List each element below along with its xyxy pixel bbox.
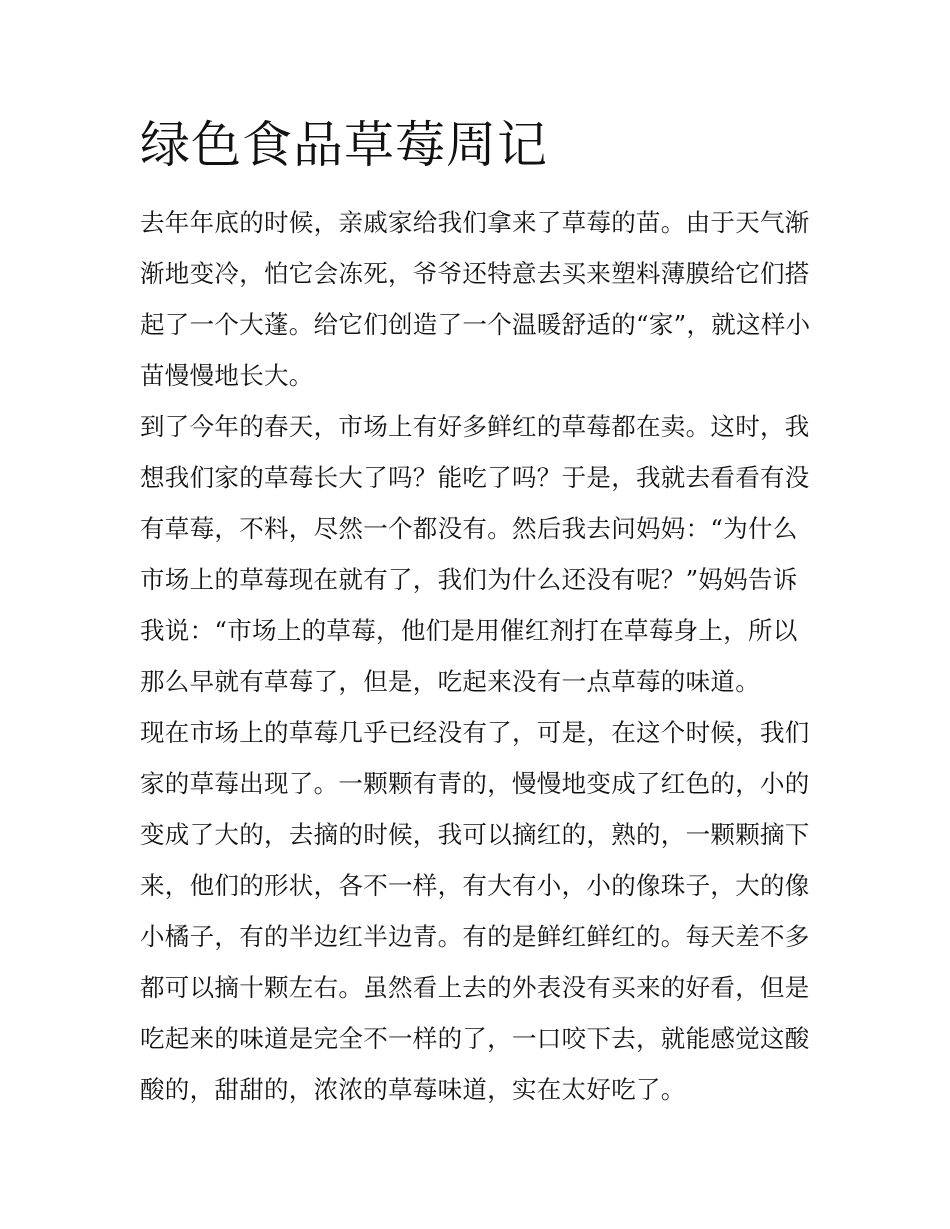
- text-line: 有草莓，不料，尽然一个都没有。然后我去问妈妈：“为什么: [140, 514, 798, 543]
- text-line: 起了一个大蓬。给它们创造了一个温暖舒适的“家”，就这样小: [140, 310, 811, 339]
- text-line: 吃起来的味道是完全不一样的了，一口咬下去，就能感觉这酸: [140, 1024, 810, 1053]
- text-line: 都可以摘十颗左右。虽然看上去的外表没有买来的好看，但是: [140, 973, 810, 1002]
- text-line: 酸的，甜甜的，浓浓的草莓味道，实在太好吃了。: [140, 1075, 686, 1104]
- text-line: 那么早就有草莓了，但是，吃起来没有一点草莓的味道。: [140, 667, 760, 696]
- text-line: 苗慢慢地长大。: [140, 361, 314, 390]
- text-line: 小橘子，有的半边红半边青。有的是鲜红鲜红的。每天差不多: [140, 922, 810, 951]
- text-line: 家的草莓出现了。一颗颗有青的，慢慢地变成了红色的，小的: [140, 769, 810, 798]
- text-line: 我说：“市场上的草莓，他们是用催红剂打在草莓身上，所以: [140, 616, 798, 645]
- text-line: 变成了大的，去摘的时候，我可以摘红的，熟的，一颗颗摘下: [140, 820, 810, 849]
- text-line: 来，他们的形状，各不一样，有大有小，小的像珠子，大的像: [140, 871, 810, 900]
- text-line: 去年年底的时候，亲戚家给我们拿来了草莓的苗。由于天气渐: [140, 208, 810, 237]
- text-line: 市场上的草莓现在就有了，我们为什么还没有呢？”妈妈告诉: [140, 565, 798, 594]
- text-line: 到了今年的春天，市场上有好多鲜红的草莓都在卖。这时，我: [140, 412, 810, 441]
- text-line: 渐地变冷，怕它会冻死，爷爷还特意去买来塑料薄膜给它们搭: [140, 259, 810, 288]
- text-line: 现在市场上的草莓几乎已经没有了，可是，在这个时候，我们: [140, 718, 810, 747]
- page-title: 绿色食品草莓周记: [140, 116, 548, 174]
- article-body: [140, 197, 830, 1115]
- text-line: 想我们家的草莓长大了吗？能吃了吗？于是，我就去看看有没: [140, 463, 810, 492]
